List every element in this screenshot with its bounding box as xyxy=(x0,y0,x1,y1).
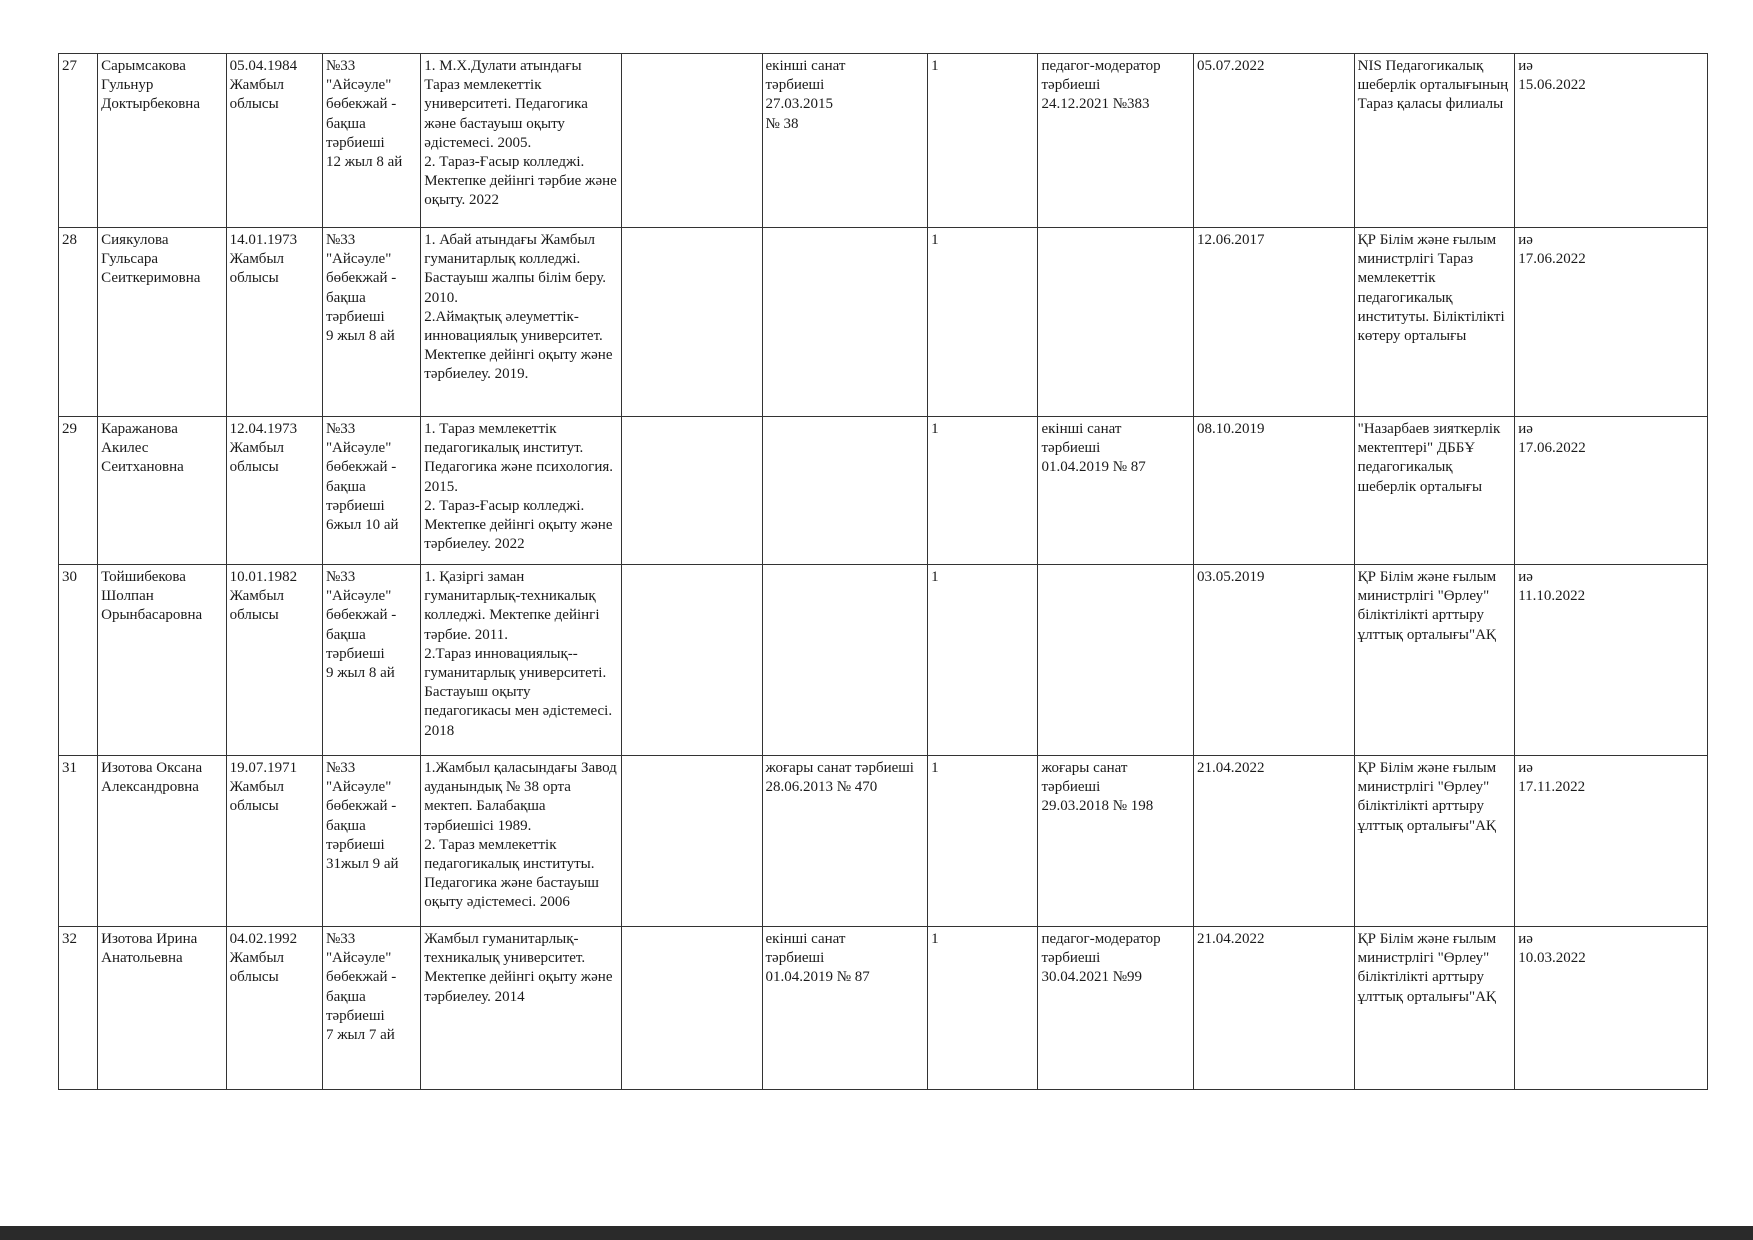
training-organization: ҚР Білім және ғылым министрлігі Тараз мемлекеттік педагогикалық институты. Біліктілікті көтеру орталығы xyxy=(1354,228,1515,417)
birth-date-region: 12.04.1973 Жамбыл облысы xyxy=(226,417,322,565)
staff-registry-table xyxy=(58,53,1708,1090)
previous-category xyxy=(762,565,928,756)
education: 1. М.Х.Дулати атындағы Тараз мемлекеттік университеті. Педагогика және бастауыш оқыту әдістемесі. 2005. 2. Тараз-Ғасыр колледжі. Мектепке дейінгі тәрбие және оқыту. 2022 xyxy=(421,54,622,228)
row-number: 27 xyxy=(59,54,98,228)
education: Жамбыл гуманитарлық-техникалық университет. Мектепке дейінгі оқыту және тәрбиелеу. 2014 xyxy=(421,927,622,1090)
workplace-experience: №33 "Айсәуле" бөбекжай - бақша тәрбиеші 6жыл 10 ай xyxy=(322,417,420,565)
birth-date-region: 19.07.1971 Жамбыл облысы xyxy=(226,756,322,927)
workplace-experience: №33 "Айсәуле" бөбекжай - бақша тәрбиеші 12 жыл 8 ай xyxy=(322,54,420,228)
full-name: Каражанова Акилес Сеитхановна xyxy=(98,417,226,565)
current-category xyxy=(1038,228,1194,417)
education: 1. Тараз мемлекеттік педагогикалық институт. Педагогика және психология. 2015. 2. Тараз-Ғасыр колледжі. Мектепке дейінгі оқыту және тәрбиелеу. 2022 xyxy=(421,417,622,565)
course-date: 03.05.2019 xyxy=(1194,565,1355,756)
current-category: екінші санат тәрбиеші 01.04.2019 № 87 xyxy=(1038,417,1194,565)
education: 1. Қазіргі заман гуманитарлық-техникалық колледжі. Мектепке дейінгі тәрбие. 2011. 2.Тараз инновациялық--гуманитарлық университеті. Бастауыш оқыту педагогикасы мен әдістемесі. 2018 xyxy=(421,565,622,756)
blank-cell xyxy=(622,417,763,565)
blank-cell xyxy=(622,927,763,1090)
education: 1. Абай атындағы Жамбыл гуманитарлық колледжі. Бастауыш жалпы білім беру. 2010. 2.Аймақтық әлеуметтік-инновациялық университет. Мектепке дейінгі оқыту және тәрбиелеу. 2019. xyxy=(421,228,622,417)
training-organization: NIS Педагогикалық шеберлік орталығының Тараз қаласы филиалы xyxy=(1354,54,1515,228)
count-cell: 1 xyxy=(928,54,1038,228)
scan-edge-shadow xyxy=(0,1226,1753,1240)
full-name: Изотова Ирина Анатольевна xyxy=(98,927,226,1090)
birth-date-region: 10.01.1982 Жамбыл облысы xyxy=(226,565,322,756)
current-category: педагог-модератор тәрбиеші 30.04.2021 №99 xyxy=(1038,927,1194,1090)
birth-date-region: 14.01.1973 Жамбыл облысы xyxy=(226,228,322,417)
birth-date-region: 05.04.1984 Жамбыл облысы xyxy=(226,54,322,228)
row-number: 28 xyxy=(59,228,98,417)
course-date: 05.07.2022 xyxy=(1194,54,1355,228)
row-number: 30 xyxy=(59,565,98,756)
full-name: Тойшибекова Шолпан Орынбасаровна xyxy=(98,565,226,756)
previous-category: екінші санат тәрбиеші 27.03.2015 № 38 xyxy=(762,54,928,228)
certification-status: иә 10.03.2022 xyxy=(1515,927,1708,1090)
previous-category xyxy=(762,417,928,565)
count-cell: 1 xyxy=(928,756,1038,927)
training-organization: ҚР Білім және ғылым министрлігі "Өрлеу" біліктілікті арттыру ұлттық орталығы"АҚ xyxy=(1354,565,1515,756)
row-number: 31 xyxy=(59,756,98,927)
table-row xyxy=(59,417,1708,565)
birth-date-region: 04.02.1992 Жамбыл облысы xyxy=(226,927,322,1090)
count-cell: 1 xyxy=(928,417,1038,565)
certification-status: иә 15.06.2022 xyxy=(1515,54,1708,228)
count-cell: 1 xyxy=(928,565,1038,756)
certification-status: иә 17.06.2022 xyxy=(1515,417,1708,565)
course-date: 12.06.2017 xyxy=(1194,228,1355,417)
blank-cell xyxy=(622,565,763,756)
blank-cell xyxy=(622,54,763,228)
previous-category: жоғары санат тәрбиеші 28.06.2013 № 470 xyxy=(762,756,928,927)
current-category: педагог-модератор тәрбиеші 24.12.2021 №383 xyxy=(1038,54,1194,228)
education: 1.Жамбыл қаласындағы Завод ауданындық № 38 орта мектеп. Балабақша тәрбиешісі 1989. 2. Тараз мемлекеттік педагогикалық институты. Педагогика және бастауыш оқыту әдістемесі. 2006 xyxy=(421,756,622,927)
row-number: 29 xyxy=(59,417,98,565)
table-row xyxy=(59,927,1708,1090)
previous-category xyxy=(762,228,928,417)
workplace-experience: №33 "Айсәуле" бөбекжай - бақша тәрбиеші 9 жыл 8 ай xyxy=(322,565,420,756)
table-row xyxy=(59,228,1708,417)
course-date: 21.04.2022 xyxy=(1194,927,1355,1090)
certification-status: иә 11.10.2022 xyxy=(1515,565,1708,756)
course-date: 08.10.2019 xyxy=(1194,417,1355,565)
training-organization: ҚР Білім және ғылым министрлігі "Өрлеу" біліктілікті арттыру ұлттық орталығы"АҚ xyxy=(1354,756,1515,927)
previous-category: екінші санат тәрбиеші 01.04.2019 № 87 xyxy=(762,927,928,1090)
count-cell: 1 xyxy=(928,228,1038,417)
certification-status: иә 17.11.2022 xyxy=(1515,756,1708,927)
count-cell: 1 xyxy=(928,927,1038,1090)
certification-status: иә 17.06.2022 xyxy=(1515,228,1708,417)
table-row xyxy=(59,54,1708,228)
blank-cell xyxy=(622,228,763,417)
table-row xyxy=(59,756,1708,927)
table-row xyxy=(59,565,1708,756)
workplace-experience: №33 "Айсәуле" бөбекжай - бақша тәрбиеші 7 жыл 7 ай xyxy=(322,927,420,1090)
current-category xyxy=(1038,565,1194,756)
full-name: Сарымсакова Гульнур Доктырбековна xyxy=(98,54,226,228)
full-name: Сиякулова Гульсара Сеиткеримовна xyxy=(98,228,226,417)
training-organization: ҚР Білім және ғылым министрлігі "Өрлеу" біліктілікті арттыру ұлттық орталығы"АҚ xyxy=(1354,927,1515,1090)
current-category: жоғары санат тәрбиеші 29.03.2018 № 198 xyxy=(1038,756,1194,927)
blank-cell xyxy=(622,756,763,927)
row-number: 32 xyxy=(59,927,98,1090)
training-organization: "Назарбаев зияткерлік мектептері" ДББҰ педагогикалық шеберлік орталығы xyxy=(1354,417,1515,565)
workplace-experience: №33 "Айсәуле" бөбекжай - бақша тәрбиеші 9 жыл 8 ай xyxy=(322,228,420,417)
full-name: Изотова Оксана Александровна xyxy=(98,756,226,927)
course-date: 21.04.2022 xyxy=(1194,756,1355,927)
workplace-experience: №33 "Айсәуле" бөбекжай - бақша тәрбиеші 31жыл 9 ай xyxy=(322,756,420,927)
